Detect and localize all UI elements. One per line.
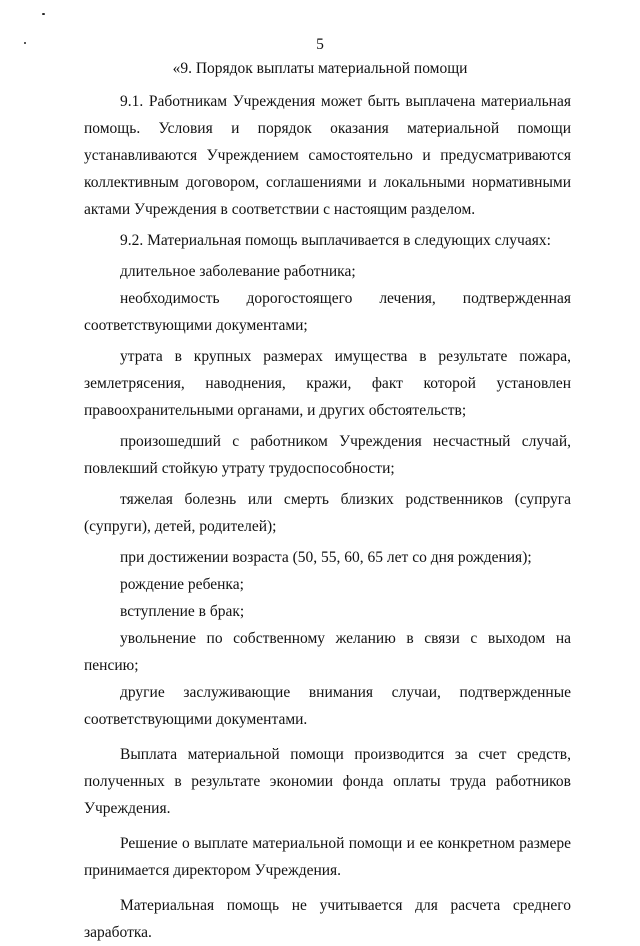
list-item: необходимость дорогостоящего лечения, подтвержденная соответствующими документами; [84, 290, 571, 334]
list-item: утрата в крупных размерах имущества в результате пожара, землетрясения, наводнения, кражи, факт которой установлен правоохранительными органами, и других обстоятельств; [84, 348, 571, 419]
list-item: при достижении возраста (50, 55, 60, 65 лет со дня рождения); [120, 549, 532, 566]
list-item: длительное заболевание работника; [120, 263, 356, 280]
list-item: произошедший с работником Учреждения несчастный случай, повлекший стойкую утрату трудоспособности; [84, 433, 571, 477]
paragraph: Решение о выплате материальной помощи и ее конкретном размере принимается директором Учреждения. [84, 835, 571, 879]
paragraph: Материальная помощь не учитывается для расчета среднего заработка. [84, 897, 571, 941]
paragraph: 9.1. Работникам Учреждения может быть выплачена материальная помощь. Условия и порядок оказания материальной помощи устанавливаются Учреждением самостоятельно и предусматриваются коллективным договором, соглашениями и локальными нормативными актами Учреждения в соответствии с настоящим разделом. [84, 93, 571, 218]
list-item: другие заслуживающие внимания случаи, подтвержденные соответствующими документами. [84, 684, 571, 728]
document-body [84, 88, 571, 946]
list-item: тяжелая болезнь или смерть близких родственников (супруга (супруги), детей, родителей); [84, 491, 571, 535]
list-item: вступление в брак; [120, 603, 245, 620]
section-title: «9. Порядок выплаты материальной помощи [172, 60, 468, 77]
scan-speck [42, 13, 45, 15]
page-number: 5 [316, 36, 324, 53]
list-item: увольнение по собственному желанию в связи с выходом на пенсию; [84, 630, 571, 674]
paragraph: 9.2. Материальная помощь выплачивается в следующих случаях: [120, 232, 551, 249]
paragraph: Выплата материальной помощи производится за счет средств, полученных в результате экономии фонда оплаты труда работников Учреждения. [84, 746, 571, 817]
list-item: рождение ребенка; [120, 576, 244, 593]
